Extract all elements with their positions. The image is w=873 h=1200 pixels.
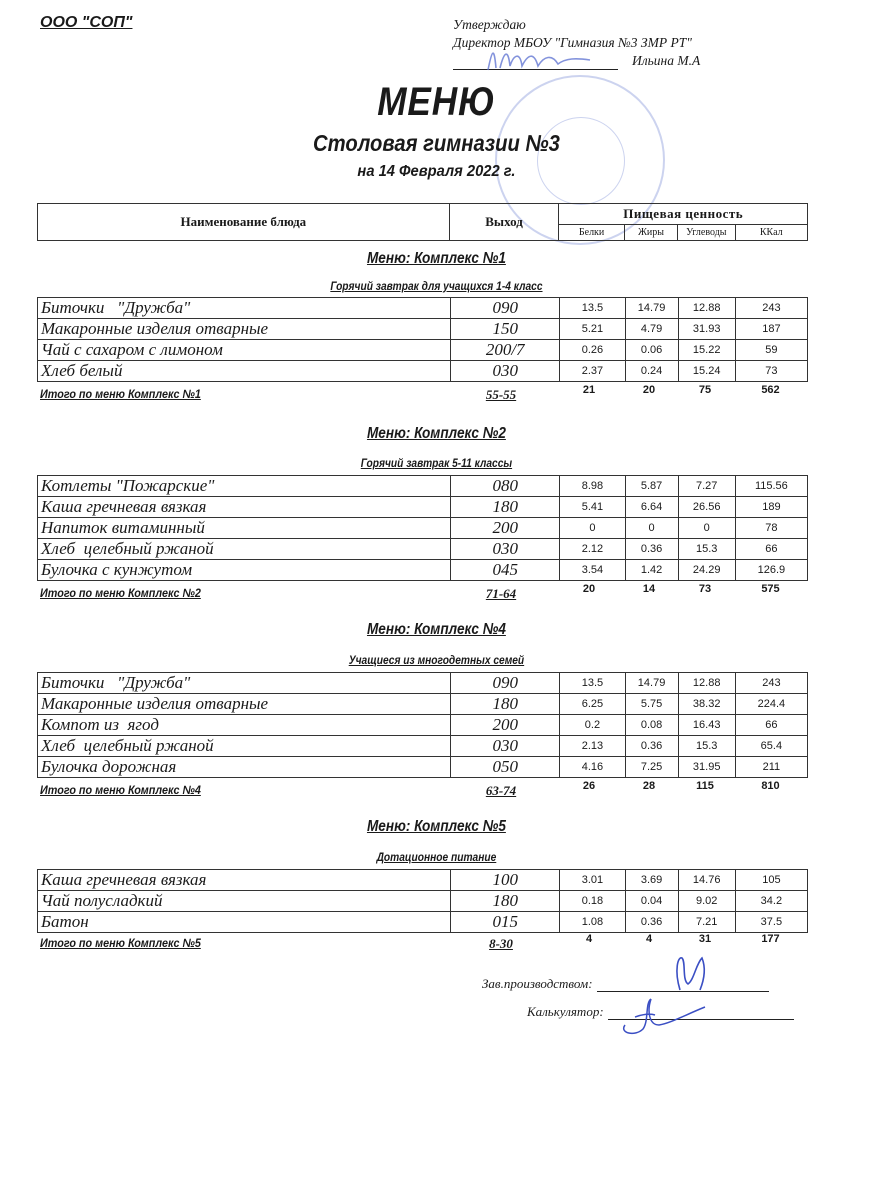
header-nutrition: Пищевая ценность bbox=[559, 204, 808, 225]
total-fat: 14 bbox=[642, 583, 656, 595]
dish-name: Макаронные изделия отварные bbox=[38, 319, 451, 340]
approval-line-2: Директор МБОУ "Гимназия №3 ЗМР РТ" bbox=[453, 35, 692, 50]
dish-fat: 1.42 bbox=[625, 560, 678, 581]
dish-carbs: 14.76 bbox=[678, 870, 735, 891]
calculator-signature-icon bbox=[615, 995, 715, 1040]
dish-carbs: 15.24 bbox=[678, 361, 735, 382]
dish-name: Хлеб белый bbox=[38, 361, 451, 382]
total-carbs: 31 bbox=[698, 933, 712, 945]
dish-output: 200 bbox=[451, 518, 560, 539]
table-row bbox=[38, 694, 808, 715]
total-output: 71-64 bbox=[485, 586, 517, 601]
table-row bbox=[38, 319, 808, 340]
dish-output: 050 bbox=[451, 757, 560, 778]
dish-protein: 8.98 bbox=[560, 476, 625, 497]
dish-carbs: 38.32 bbox=[678, 694, 735, 715]
total-carbs: 73 bbox=[698, 583, 712, 595]
total-row-complex-2 bbox=[37, 585, 808, 603]
dish-kcal: 66 bbox=[735, 715, 807, 736]
section-title-complex-2: Меню: Комплекс №2 bbox=[366, 425, 506, 442]
dish-kcal: 37.5 bbox=[735, 912, 807, 933]
dish-kcal: 126.9 bbox=[735, 560, 807, 581]
total-fat: 20 bbox=[642, 384, 656, 396]
dish-fat: 0.36 bbox=[625, 736, 678, 757]
page-subtitle: Столовая гимназии №3 bbox=[312, 130, 560, 156]
table-row bbox=[38, 560, 808, 581]
dish-protein: 3.54 bbox=[560, 560, 625, 581]
menu-date: на 14 Февраля 2022 г. bbox=[357, 163, 516, 180]
director-signature-icon bbox=[480, 40, 600, 80]
section-subtitle-complex-5: Дотационное питание bbox=[376, 850, 497, 864]
dish-protein: 2.37 bbox=[560, 361, 625, 382]
dish-output: 200 bbox=[451, 715, 560, 736]
calculator-label: Калькулятор: bbox=[527, 1004, 604, 1019]
dish-carbs: 15.22 bbox=[678, 340, 735, 361]
dish-output: 080 bbox=[451, 476, 560, 497]
dish-fat: 0.36 bbox=[625, 539, 678, 560]
production-head-label: Зав.производством: bbox=[482, 976, 593, 991]
total-fat: 28 bbox=[642, 780, 656, 792]
dish-table-complex-4 bbox=[37, 672, 808, 778]
dish-protein: 0.26 bbox=[560, 340, 625, 361]
dish-kcal: 59 bbox=[735, 340, 807, 361]
section-subtitle-complex-4: Учащиеся из многодетных семей bbox=[348, 653, 525, 667]
dish-name: Напиток витаминный bbox=[38, 518, 451, 539]
dish-protein: 5.21 bbox=[560, 319, 625, 340]
total-protein: 26 bbox=[582, 780, 596, 792]
table-row bbox=[38, 673, 808, 694]
total-row-complex-4 bbox=[37, 782, 808, 800]
dish-carbs: 0 bbox=[678, 518, 735, 539]
dish-carbs: 15.3 bbox=[678, 736, 735, 757]
total-label: Итого по меню Комплекс №2 bbox=[40, 586, 201, 600]
header-protein: Белки bbox=[559, 224, 624, 240]
section-title-complex-4: Меню: Комплекс №4 bbox=[366, 621, 506, 638]
dish-protein: 2.13 bbox=[560, 736, 625, 757]
dish-fat: 0.04 bbox=[625, 891, 678, 912]
dish-kcal: 115.56 bbox=[735, 476, 807, 497]
dish-protein: 0.18 bbox=[560, 891, 625, 912]
dish-name: Каша гречневая вязкая bbox=[38, 870, 451, 891]
dish-output: 180 bbox=[451, 694, 560, 715]
total-row-complex-1 bbox=[37, 386, 808, 404]
dish-protein: 6.25 bbox=[560, 694, 625, 715]
dish-carbs: 24.29 bbox=[678, 560, 735, 581]
production-head-signature-line bbox=[482, 976, 769, 992]
dish-kcal: 34.2 bbox=[735, 891, 807, 912]
dish-protein: 0.2 bbox=[560, 715, 625, 736]
dish-name: Хлеб целебный ржаной bbox=[38, 736, 451, 757]
section-subtitle-complex-1: Горячий завтрак для учащихся 1-4 класс bbox=[330, 279, 543, 293]
total-fat: 4 bbox=[645, 933, 653, 945]
column-header-table bbox=[37, 203, 808, 241]
dish-carbs: 16.43 bbox=[678, 715, 735, 736]
dish-carbs: 26.56 bbox=[678, 497, 735, 518]
dish-fat: 14.79 bbox=[625, 298, 678, 319]
dish-table-complex-2 bbox=[37, 475, 808, 581]
dish-table-complex-1 bbox=[37, 297, 808, 382]
dish-kcal: 187 bbox=[735, 319, 807, 340]
dish-fat: 5.87 bbox=[625, 476, 678, 497]
dish-output: 015 bbox=[451, 912, 560, 933]
dish-output: 030 bbox=[451, 361, 560, 382]
dish-carbs: 31.93 bbox=[678, 319, 735, 340]
dish-kcal: 224.4 bbox=[735, 694, 807, 715]
dish-protein: 5.41 bbox=[560, 497, 625, 518]
dish-name: Макаронные изделия отварные bbox=[38, 694, 451, 715]
dish-carbs: 12.88 bbox=[678, 673, 735, 694]
section-title-complex-5: Меню: Комплекс №5 bbox=[366, 818, 506, 835]
total-protein: 21 bbox=[582, 384, 596, 396]
dish-carbs: 12.88 bbox=[678, 298, 735, 319]
dish-name: Компот из ягод bbox=[38, 715, 451, 736]
total-protein: 4 bbox=[585, 933, 593, 945]
dish-protein: 13.5 bbox=[560, 673, 625, 694]
dish-kcal: 243 bbox=[735, 673, 807, 694]
production-head-signature-icon bbox=[660, 950, 720, 995]
dish-name: Булочка дорожная bbox=[38, 757, 451, 778]
section-title-complex-1: Меню: Комплекс №1 bbox=[366, 250, 506, 267]
total-kcal: 562 bbox=[761, 384, 780, 396]
dish-kcal: 105 bbox=[735, 870, 807, 891]
dish-kcal: 211 bbox=[735, 757, 807, 778]
dish-fat: 4.79 bbox=[625, 319, 678, 340]
dish-protein: 3.01 bbox=[560, 870, 625, 891]
dish-fat: 14.79 bbox=[625, 673, 678, 694]
approval-line-1: Утверждаю bbox=[453, 17, 526, 32]
dish-fat: 6.64 bbox=[625, 497, 678, 518]
dish-table-complex-5 bbox=[37, 869, 808, 933]
total-kcal: 810 bbox=[761, 780, 780, 792]
header-kcal: ККал bbox=[735, 224, 808, 240]
table-row bbox=[38, 736, 808, 757]
approval-signer: Ильина М.А bbox=[632, 53, 701, 68]
dish-output: 100 bbox=[451, 870, 560, 891]
dish-output: 030 bbox=[451, 736, 560, 757]
dish-fat: 3.69 bbox=[625, 870, 678, 891]
table-row bbox=[38, 891, 808, 912]
header-dish-name: Наименование блюда bbox=[38, 204, 450, 241]
total-output: 63-74 bbox=[485, 783, 517, 798]
dish-output: 180 bbox=[451, 497, 560, 518]
table-row bbox=[38, 361, 808, 382]
table-row bbox=[38, 757, 808, 778]
dish-name: Чай полусладкий bbox=[38, 891, 451, 912]
dish-name: Биточки "Дружба" bbox=[38, 298, 451, 319]
total-output: 55-55 bbox=[485, 387, 517, 402]
dish-carbs: 9.02 bbox=[678, 891, 735, 912]
table-row bbox=[38, 912, 808, 933]
dish-output: 150 bbox=[451, 319, 560, 340]
dish-fat: 0.06 bbox=[625, 340, 678, 361]
dish-output: 030 bbox=[451, 539, 560, 560]
dish-kcal: 189 bbox=[735, 497, 807, 518]
header-output: Выход bbox=[449, 204, 559, 241]
table-row bbox=[38, 497, 808, 518]
dish-kcal: 65.4 bbox=[735, 736, 807, 757]
total-output: 8-30 bbox=[489, 936, 513, 951]
dish-output: 180 bbox=[451, 891, 560, 912]
total-protein: 20 bbox=[582, 583, 596, 595]
dish-fat: 0 bbox=[625, 518, 678, 539]
dish-name: Чай с сахаром с лимоном bbox=[38, 340, 451, 361]
dish-name: Булочка с кунжутом bbox=[38, 560, 451, 581]
header-carbs: Углеводы bbox=[678, 224, 735, 240]
dish-output: 090 bbox=[451, 298, 560, 319]
table-row bbox=[38, 870, 808, 891]
table-row bbox=[38, 715, 808, 736]
dish-kcal: 73 bbox=[735, 361, 807, 382]
section-subtitle-complex-2: Горячий завтрак 5-11 классы bbox=[360, 456, 513, 470]
table-row bbox=[38, 298, 808, 319]
dish-protein: 0 bbox=[560, 518, 625, 539]
table-row bbox=[38, 539, 808, 560]
dish-fat: 0.36 bbox=[625, 912, 678, 933]
dish-output: 200/7 bbox=[451, 340, 560, 361]
total-kcal: 177 bbox=[761, 933, 780, 945]
dish-name: Батон bbox=[38, 912, 451, 933]
dish-kcal: 78 bbox=[735, 518, 807, 539]
total-kcal: 575 bbox=[761, 583, 780, 595]
dish-output: 090 bbox=[451, 673, 560, 694]
dish-carbs: 31.95 bbox=[678, 757, 735, 778]
dish-kcal: 66 bbox=[735, 539, 807, 560]
dish-carbs: 15.3 bbox=[678, 539, 735, 560]
dish-output: 045 bbox=[451, 560, 560, 581]
dish-carbs: 7.21 bbox=[678, 912, 735, 933]
total-label: Итого по меню Комплекс №1 bbox=[40, 387, 201, 401]
table-row bbox=[38, 476, 808, 497]
total-carbs: 115 bbox=[696, 780, 714, 792]
total-label: Итого по меню Комплекс №4 bbox=[40, 783, 201, 797]
dish-kcal: 243 bbox=[735, 298, 807, 319]
dish-fat: 0.24 bbox=[625, 361, 678, 382]
dish-protein: 1.08 bbox=[560, 912, 625, 933]
organization-name: ООО "СОП" bbox=[40, 14, 133, 31]
dish-fat: 7.25 bbox=[625, 757, 678, 778]
table-row bbox=[38, 340, 808, 361]
total-carbs: 75 bbox=[698, 384, 712, 396]
header-fat: Жиры bbox=[624, 224, 677, 240]
total-label: Итого по меню Комплекс №5 bbox=[40, 936, 201, 950]
page-title: МЕНЮ bbox=[377, 80, 496, 124]
dish-protein: 13.5 bbox=[560, 298, 625, 319]
table-row bbox=[38, 518, 808, 539]
dish-name: Каша гречневая вязкая bbox=[38, 497, 451, 518]
dish-fat: 5.75 bbox=[625, 694, 678, 715]
dish-name: Биточки "Дружба" bbox=[38, 673, 451, 694]
dish-fat: 0.08 bbox=[625, 715, 678, 736]
dish-carbs: 7.27 bbox=[678, 476, 735, 497]
dish-protein: 4.16 bbox=[560, 757, 625, 778]
dish-name: Котлеты "Пожарские" bbox=[38, 476, 451, 497]
dish-protein: 2.12 bbox=[560, 539, 625, 560]
dish-name: Хлеб целебный ржаной bbox=[38, 539, 451, 560]
